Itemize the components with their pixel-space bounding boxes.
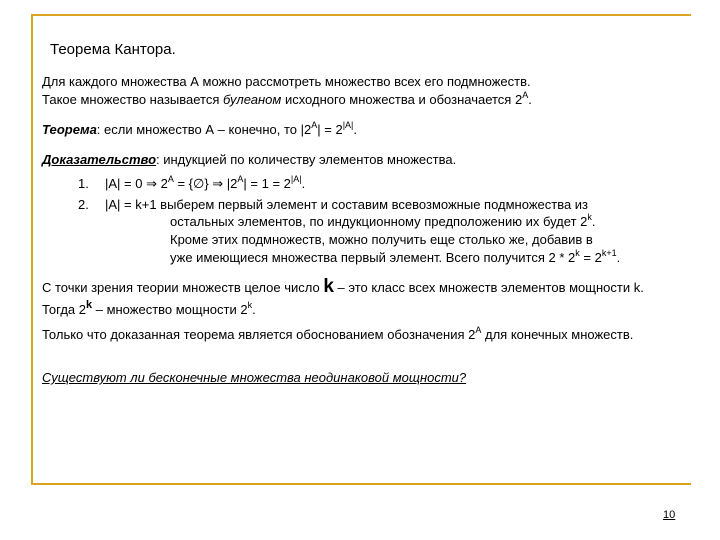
step-1-text-c: | = 1 = 2 <box>243 176 291 191</box>
intro-text-b: исходного множества и обозначается 2 <box>281 92 523 107</box>
step-2-text-4a: уже имеющиеся множества первый элемент. Всего получится 2 * 2 <box>170 250 576 265</box>
step-2-superscript-k-plus-1: k+1 <box>601 248 617 258</box>
step-1-text-d: . <box>301 176 306 191</box>
intro-text-a: Такое множество называется <box>42 92 223 107</box>
slide-title: Теорема Кантора. <box>50 41 176 58</box>
theorem-text-b: | = 2 <box>317 122 343 137</box>
step-2-text-2b: . <box>591 214 596 229</box>
then-superscript-1: k <box>85 299 93 311</box>
step-1-superscript-3: |A| <box>290 174 302 184</box>
proof-line <box>42 152 456 168</box>
set-theory-text-a: С точки зрения теории множеств целое число <box>42 280 324 295</box>
then-text-b: – множество мощности 2 <box>92 302 248 317</box>
frame-bottom-line <box>31 483 691 485</box>
then-superscript-2: k <box>247 300 253 310</box>
proof-step-2-line-3: Кроме этих подмножеств, можно получить еще столько же, добавив в <box>170 232 593 247</box>
theorem-line <box>42 122 357 138</box>
step-2-number: 2. <box>78 197 89 212</box>
then-line <box>42 299 256 318</box>
proof-step-2-line-4 <box>170 250 620 266</box>
theorem-superscript-2: |A| <box>342 120 354 130</box>
boolean-term: булеаном <box>223 92 282 107</box>
only-text-a: Только что доказанная теорема является обоснованием обозначения 2 <box>42 327 476 342</box>
set-theory-line <box>42 276 644 297</box>
set-theory-k: k <box>323 276 334 297</box>
step-1-text-b: = {∅} ⇒ |2 <box>173 176 238 191</box>
theorem-label: Теорема <box>42 122 97 137</box>
theorem-superscript-1: A <box>311 120 318 130</box>
then-text-c: . <box>252 302 256 317</box>
frame-left-line <box>31 14 33 483</box>
then-text-a: Тогда 2 <box>42 302 86 317</box>
only-superscript: A <box>475 325 482 335</box>
intro-superscript: A <box>522 90 529 100</box>
proof-step-2-line-1 <box>78 197 588 213</box>
theorem-text-c: . <box>353 122 357 137</box>
step-2-superscript-k2: k <box>575 248 580 258</box>
step-1-number: 1. <box>78 176 89 191</box>
step-1-text-a: |A| = 0 ⇒ 2 <box>105 176 168 191</box>
only-line <box>42 327 633 343</box>
step-2-text-4b: = 2 <box>579 250 602 265</box>
step-2-text-1: |A| = k+1 выберем первый элемент и составим всевозможные подмножества из <box>105 197 589 212</box>
page-number: 10 <box>663 509 676 521</box>
proof-label: Доказательство <box>42 152 157 167</box>
proof-step-2-line-2 <box>170 214 596 230</box>
frame-top-line <box>31 14 691 16</box>
question-line: Существуют ли бесконечные множества неодинаковой мощности? <box>42 370 467 385</box>
step-1-superscript-1: A <box>167 174 174 184</box>
step-2-superscript-k: k <box>587 212 592 222</box>
proof-text: : индукцией по количеству элементов множества. <box>156 152 457 167</box>
step-2-text-2a: остальных элементов, по индукционному предположению их будет 2 <box>170 214 588 229</box>
intro-line-2 <box>42 92 532 108</box>
proof-step-1 <box>78 176 305 192</box>
step-2-text-4c: . <box>616 250 621 265</box>
set-theory-text-b: – это класс всех множеств элементов мощности k. <box>333 280 644 295</box>
theorem-text-a: : если множество А – конечно, то |2 <box>96 122 312 137</box>
intro-text-c: . <box>528 92 532 107</box>
intro-line-1: Для каждого множества А можно рассмотреть множество всех его подмножеств. <box>42 74 531 89</box>
step-1-superscript-2: A <box>237 174 244 184</box>
only-text-b: для конечных множеств. <box>481 327 634 342</box>
